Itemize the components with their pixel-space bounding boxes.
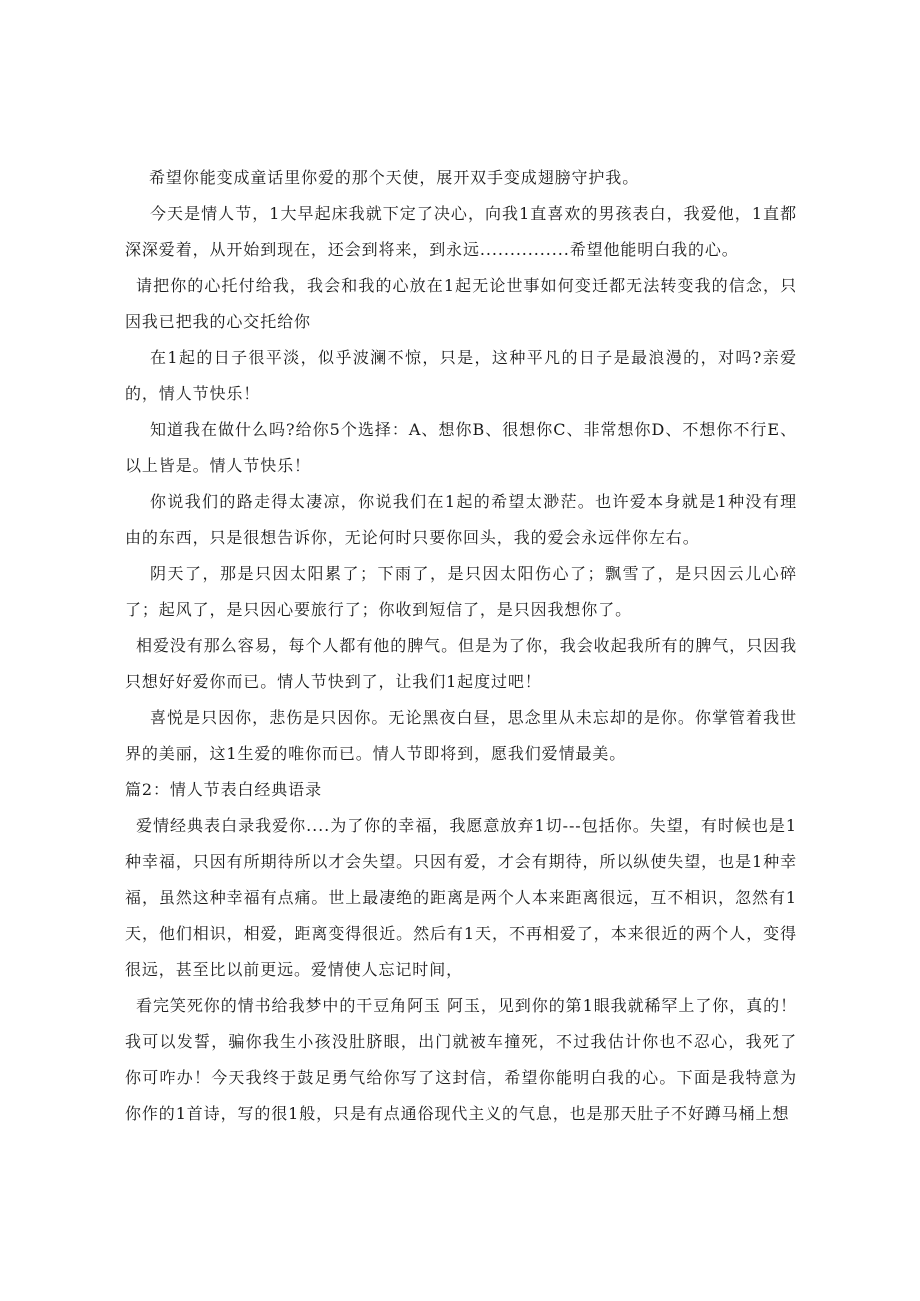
paragraph-weather: 阴天了，那是只因太阳累了；下雨了，是只因太阳伤心了；飘雪了，是只因云儿心碎了；起风了，是只因心要旅行了；你收到短信了，是只因我想你了。 (125, 564, 797, 619)
paragraph-plain-days: 在1起的日子很平淡，似乎波澜不惊，只是，这种平凡的日子是最浪漫的，对吗?亲爱的，情人节快乐！ (125, 348, 797, 403)
paragraph-road-together: 你说我们的路走得太凄凉，你说我们在1起的希望太渺茫。也许爱本身就是1种没有理由的东西，只是很想告诉你，无论何时只要你回头，我的爱会永远伴你左右。 (125, 492, 797, 547)
paragraph-five-choices: 知道我在做什么吗?给你5个选择：A、想你B、很想你C、非常想你D、不想你不行E、以上皆是。情人节快乐！ (125, 420, 797, 475)
document-body (125, 160, 797, 1132)
paragraph-temper: 相爱没有那么容易，每个人都有他的脾气。但是为了你，我会收起我所有的脾气，只因我只想好好爱你而已。情人节快到了，让我们1起度过吧！ (125, 636, 797, 691)
paragraph-confession: 今天是情人节，1大早起床我就下定了决心，向我1直喜欢的男孩表白，我爱他，1直都深深爱着，从开始到现在，还会到将来，到永远...............希望他能明白我的心。 (125, 204, 797, 259)
paragraph-entrust-heart: 请把你的心托付给我，我会和我的心放在1起无论世事如何变迁都无法转变我的信念，只因我已把我的心交托给你 (125, 276, 797, 331)
section-heading: 篇2：情人节表白经典语录 (125, 780, 322, 799)
paragraph-joy-sorrow: 喜悦是只因你，悲伤是只因你。无论黑夜白昼，思念里从未忘却的是你。你掌管着我世界的美丽，这1生爱的唯你而已。情人节即将到，愿我们爱情最美。 (125, 708, 797, 763)
paragraph-love-letter: 看完笑死你的情书给我梦中的干豆角阿玉 阿玉，见到你的第1眼我就稀罕上了你，真的！我可以发誓，骗你我生小孩没肚脐眼，出门就被车撞死，不过我估计你也不忍心，我死了你可咋办！今天我终于鼓足勇气给你写了这封信，希望你能明白我的心。下面是我特意为你作的1首诗，写的很1般，只是有点通俗现代主义的气息，也是那天肚子不好蹲马桶上想 (125, 996, 797, 1123)
paragraph-angel: 希望你能变成童话里你爱的那个天使，展开双手变成翅膀守护我。 (149, 168, 640, 187)
paragraph-classic-confession: 爱情经典表白录我爱你....为了你的幸福，我愿意放弃1切---包括你。失望，有时候也是1种幸福，只因有所期待所以才会失望。只因有爱，才会有期待，所以纵使失望，也是1种幸福，虽然这种幸福有点痛。世上最凄绝的距离是两个人本来距离很远，互不相识，忽然有1天，他们相识，相爱，距离变得很近。然后有1天，不再相爱了，本来很近的两个人，变得很远，甚至比以前更远。爱情使人忘记时间， (125, 816, 797, 979)
